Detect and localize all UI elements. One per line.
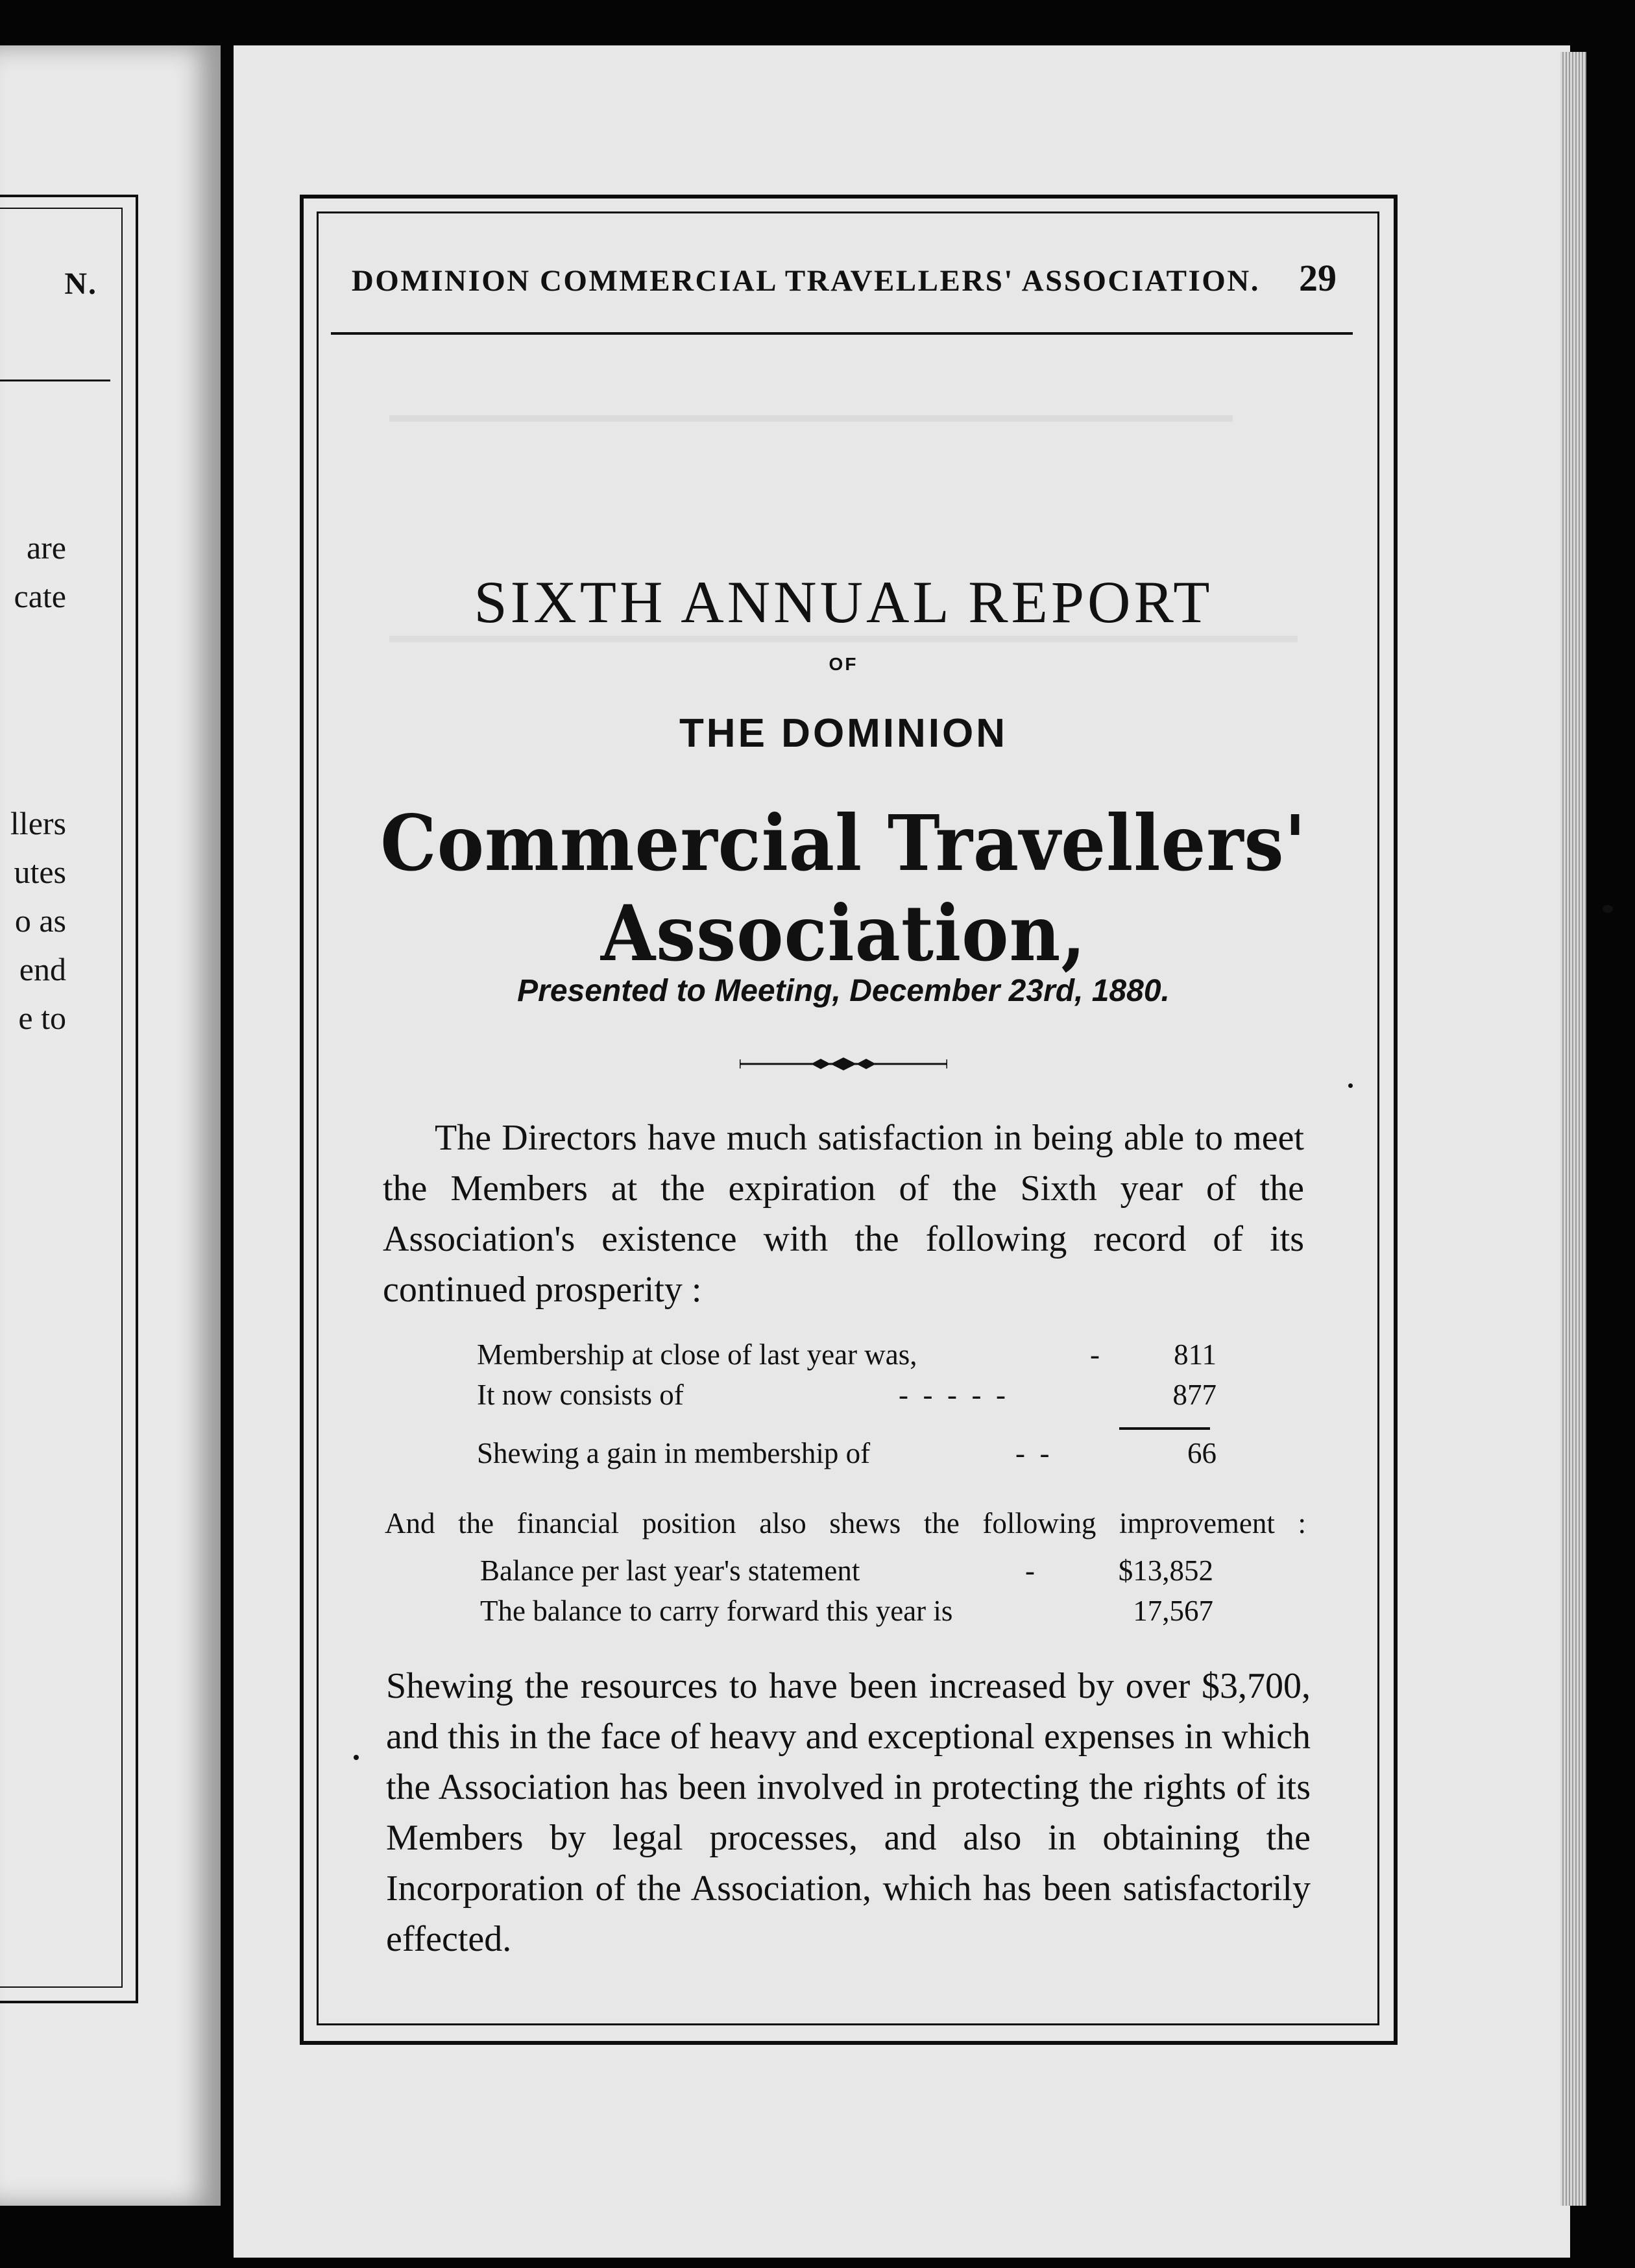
print-speck [1603, 905, 1613, 913]
financial-row-dashes: - [1025, 1554, 1035, 1587]
financial-row-value: 17,567 [1133, 1595, 1213, 1627]
sum-rule [1119, 1427, 1210, 1430]
membership-row-dashes: - [1090, 1338, 1100, 1371]
previous-page-rule [0, 380, 110, 381]
previous-page-word: o as [14, 902, 66, 939]
dominion-heading: THE DOMINION [679, 711, 1008, 756]
financial-row [480, 1594, 1213, 1634]
previous-page-inner-frame [0, 208, 123, 1988]
financial-intro: And the financial position also shews the following improvement : [385, 1507, 1306, 1539]
membership-row [477, 1338, 1217, 1378]
membership-table [477, 1338, 1217, 1477]
ornament-divider-icon [740, 1054, 947, 1074]
membership-row-value: 811 [1174, 1338, 1217, 1371]
membership-row-label: It now consists of [477, 1379, 684, 1411]
previous-page-word: llers [10, 805, 66, 841]
membership-row-label: Membership at close of last year was, [477, 1338, 917, 1371]
financial-row-value: $13,852 [1118, 1554, 1213, 1587]
association-name: Commercial Travellers' Association, [380, 798, 1307, 978]
membership-row [477, 1436, 1217, 1477]
financial-table [480, 1554, 1213, 1634]
of-label: OF [829, 654, 858, 674]
running-header [324, 256, 1337, 300]
running-title: DOMINION COMMERCIAL TRAVELLERS' ASSOCIATION. [351, 264, 1260, 298]
page-edge [1560, 52, 1586, 2206]
header-rule [331, 332, 1353, 335]
report-title: SIXTH ANNUAL REPORT [474, 569, 1213, 635]
previous-page-word: are [26, 529, 66, 566]
closing-paragraph: Shewing the resources to have been increased by over $3,700, and this in the face of heavy and exceptional expenses in which the Association has been involved in protecting the rights of its Members by legal processes, and also in obtaining the Incorporation of the Association, which has been satisfactorily effected. [386, 1666, 1311, 1959]
membership-row-value: 66 [1187, 1437, 1217, 1469]
financial-row [480, 1554, 1213, 1594]
previous-page-header: N. [64, 267, 97, 301]
previous-page-word: utes [14, 854, 66, 890]
print-speck [354, 1755, 359, 1760]
previous-page-word: end [19, 951, 66, 987]
page-number: 29 [1299, 257, 1337, 299]
previous-page [0, 45, 221, 2206]
presented-line: Presented to Meeting, December 23rd, 1880. [517, 974, 1170, 1008]
print-speck [1348, 1083, 1353, 1088]
intro-paragraph: The Directors have much satisfaction in being able to meet the Members at the expiration of the Sixth year of the Association's existence with the following record of its continued prosperity : [383, 1118, 1304, 1310]
membership-row [477, 1378, 1217, 1418]
membership-row-dashes: - - - - - [899, 1379, 1006, 1411]
membership-row-dashes: - - [1015, 1437, 1050, 1469]
membership-row-label: Shewing a gain in membership of [477, 1437, 871, 1469]
membership-row-value: 877 [1172, 1379, 1217, 1411]
financial-row-label: The balance to carry forward this year is [480, 1595, 953, 1627]
previous-page-word: cate [14, 578, 66, 614]
previous-page-word: e to [18, 1000, 66, 1036]
financial-row-label: Balance per last year's statement [480, 1554, 860, 1587]
